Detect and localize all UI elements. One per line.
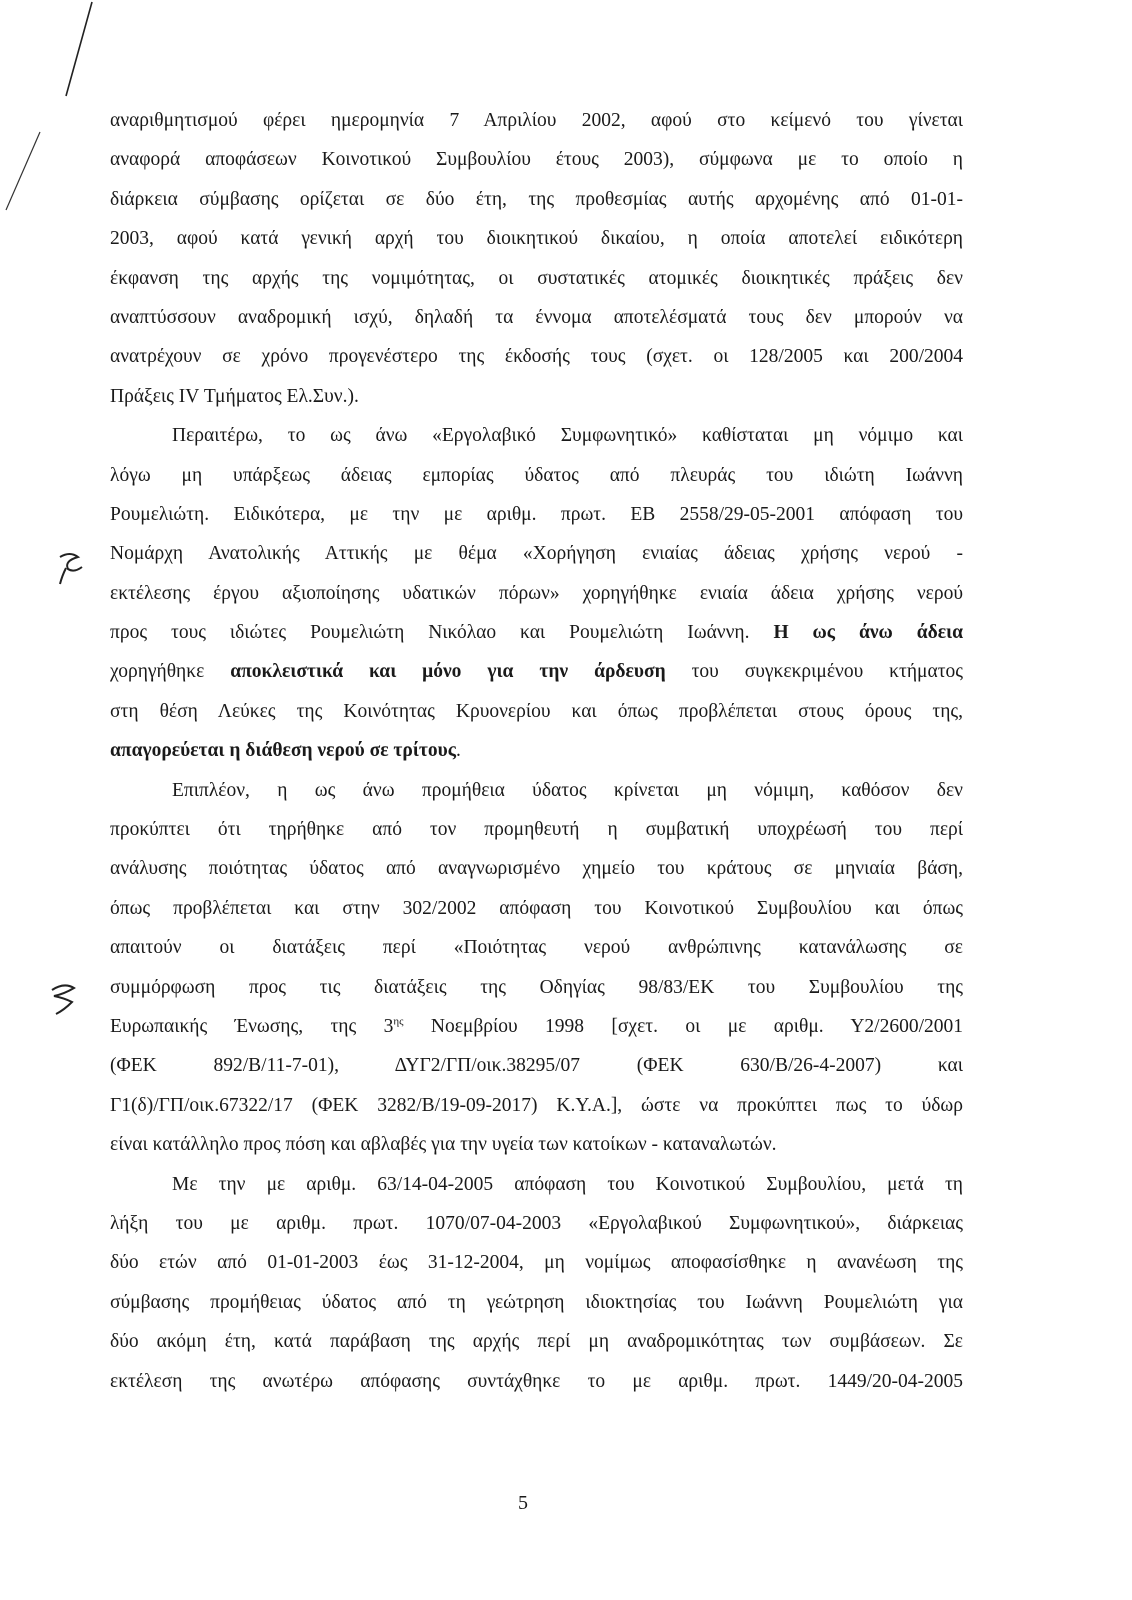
text-line xyxy=(110,456,963,495)
text-line xyxy=(110,1322,963,1361)
text-line xyxy=(110,534,963,573)
text-line xyxy=(110,928,963,967)
document-body xyxy=(110,101,963,1401)
text-line xyxy=(110,1283,963,1322)
text-segment: εκτέλεσης έργου αξιοποίησης υδατικών πόρων» χορηγήθηκε ενιαία άδεια χρήσης νερού xyxy=(110,582,963,604)
text-segment: δύο ετών από 01-01-2003 έως 31-12-2004, μη νομίμως αποφασίσθηκε η ανανέωση της xyxy=(110,1252,963,1274)
margin-squiggle-icon xyxy=(52,985,74,1014)
text-segment: αναφορά αποφάσεων Κοινοτικού Συμβουλίου έτους 2003), σύμφωνα με το οποίο η xyxy=(110,149,963,171)
pen-stroke-mark xyxy=(6,132,40,210)
bold-text-segment: απαγορεύεται η διάθεση νερού σε τρίτους xyxy=(110,740,456,762)
text-segment: διάρκεια σύμβασης ορίζεται σε δύο έτη, της προθεσμίας αυτής αρχομένης από 01-01- xyxy=(110,188,963,210)
text-line xyxy=(110,652,963,691)
text-segment: Νοεμβρίου 1998 [σχετ. οι με αριθμ. Υ2/2600/2001 xyxy=(403,1015,963,1037)
text-segment: του συγκεκριμένου κτήματος xyxy=(665,661,964,683)
text-line xyxy=(110,849,963,888)
text-segment: έκφανση της αρχής της νομιμότητας, οι συστατικές ατομικές διοικητικές πράξεις δεν xyxy=(110,267,963,289)
bold-text-segment: αποκλειστικά και μόνο για την άρδευση xyxy=(230,661,666,683)
text-segment: Ευρωπαικής Ένωσης, της 3 xyxy=(110,1015,394,1037)
text-line xyxy=(110,377,963,416)
superscript-text: ης xyxy=(393,1015,404,1028)
text-segment: Ρουμελιώτη. Ειδικότερα, με την με αριθμ. πρωτ. ΕΒ 2558/29-05-2001 απόφαση του xyxy=(110,503,963,525)
bold-text-segment: Η ως άνω άδεια xyxy=(773,622,963,644)
text-segment: στη θέση Λεύκες της Κοινότητας Κρυονερίου και όπως προβλέπεται στους όρους της, xyxy=(110,700,963,722)
text-segment: 2003, αφού κατά γενική αρχή του διοικητικού δικαίου, η οποία αποτελεί ειδικότερη xyxy=(110,228,963,250)
margin-squiggle-icon xyxy=(60,554,82,584)
text-line xyxy=(110,1362,963,1401)
text-segment: δύο ακόμη έτη, κατά παράβαση της αρχής περί μη αναδρομικότητας των συμβάσεων. Σε xyxy=(110,1331,963,1353)
text-segment: όπως προβλέπεται και στην 302/2002 απόφαση του Κοινοτικού Συμβουλίου και όπως xyxy=(110,897,963,919)
text-line xyxy=(110,574,963,613)
text-segment: Περαιτέρω, το ως άνω «Εργολαβικό Συμφωνητικό» καθίσταται μη νόμιμο και xyxy=(172,425,963,447)
text-segment: Επιπλέον, η ως άνω προμήθεια ύδατος κρίνεται μη νόμιμη, καθόσον δεν xyxy=(172,779,963,801)
text-line xyxy=(110,101,963,140)
text-segment: εκτέλεση της ανωτέρω απόφασης συντάχθηκε το με αριθμ. πρωτ. 1449/20-04-2005 xyxy=(110,1370,963,1392)
text-segment: αναπτύσσουν αναδρομική ισχύ, δηλαδή τα έννομα αποτελέσματά τους δεν μπορούν να xyxy=(110,306,963,328)
text-line xyxy=(110,1165,963,1204)
text-segment: (ΦΕΚ 892/Β/11-7-01), ΔΥΓ2/ΓΠ/οικ.38295/07 (ΦΕΚ 630/Β/26-4-2007) και xyxy=(110,1055,963,1077)
text-segment: είναι κατάλληλο προς πόση και αβλαβές για την υγεία των κατοίκων - καταναλωτών. xyxy=(110,1134,777,1156)
text-segment: Με την με αριθμ. 63/14-04-2005 απόφαση του Κοινοτικού Συμβουλίου, μετά τη xyxy=(172,1173,963,1195)
text-line xyxy=(110,337,963,376)
text-segment: σύμβασης προμήθειας ύδατος από τη γεώτρηση ιδιοκτησίας του Ιωάννη Ρουμελιώτη για xyxy=(110,1291,963,1313)
text-line xyxy=(110,180,963,219)
page-number: 5 xyxy=(518,1492,528,1514)
text-segment: αναριθμητισμού φέρει ημερομηνία 7 Απριλίου 2002, αφού στο κείμενό του γίνεται xyxy=(110,110,963,131)
text-line xyxy=(110,1243,963,1282)
text-line xyxy=(110,495,963,534)
text-line xyxy=(110,1046,963,1085)
text-segment: ανατρέχουν σε χρόνο προγενέστερο της έκδοσής τους (σχετ. οι 128/2005 και 200/2004 xyxy=(110,346,963,368)
text-segment: προς τους ιδιώτες Ρουμελιώτη Νικόλαο και Ρουμελιώτη Ιωάννη. xyxy=(110,622,774,644)
text-line xyxy=(110,889,963,928)
text-segment: απαιτούν οι διατάξεις περί «Ποιότητας νερού ανθρώπινης κατανάλωσης σε xyxy=(110,937,963,959)
text-line xyxy=(110,1125,963,1164)
text-segment: Πράξεις IV Τμήματος Ελ.Συν.). xyxy=(110,385,359,407)
text-segment: συμμόρφωση προς τις διατάξεις της Οδηγίας 98/83/ΕΚ του Συμβουλίου της xyxy=(110,976,963,998)
text-line xyxy=(110,140,963,179)
text-line xyxy=(110,1007,963,1046)
text-line xyxy=(110,968,963,1007)
text-line xyxy=(110,771,963,810)
text-line xyxy=(110,219,963,258)
text-line xyxy=(110,259,963,298)
pen-stroke-mark xyxy=(66,2,92,96)
text-line xyxy=(110,692,963,731)
text-segment: λόγω μη υπάρξεως άδειας εμπορίας ύδατος από πλευράς του ιδιώτη Ιωάννη xyxy=(110,464,963,486)
text-line xyxy=(110,298,963,337)
text-line xyxy=(110,731,963,770)
text-segment: Γ1(δ)/ΓΠ/οικ.67322/17 (ΦΕΚ 3282/Β/19-09-2017) Κ.Υ.Α.], ώστε να προκύπτει πως το ύδωρ xyxy=(110,1094,963,1116)
text-line xyxy=(110,810,963,849)
text-segment: προκύπτει ότι τηρήθηκε από τον προμηθευτή η συμβατική υποχρέωσή του περί xyxy=(110,819,963,841)
text-line xyxy=(110,613,963,652)
text-line xyxy=(110,1204,963,1243)
text-line xyxy=(110,1086,963,1125)
text-segment: χορηγήθηκε xyxy=(110,661,231,683)
text-segment: λήξη του με αριθμ. πρωτ. 1070/07-04-2003 «Εργολαβικού Συμφωνητικού», διάρκειας xyxy=(110,1212,963,1234)
text-segment: Νομάρχη Ανατολικής Αττικής με θέμα «Χορήγηση ενιαίας άδειας χρήσης νερού - xyxy=(110,543,963,565)
text-segment: . xyxy=(456,740,461,762)
text-segment: ανάλυσης ποιότητας ύδατος από αναγνωρισμένο χημείο του κράτους σε μηνιαία βάση, xyxy=(110,858,963,880)
text-line xyxy=(110,416,963,455)
